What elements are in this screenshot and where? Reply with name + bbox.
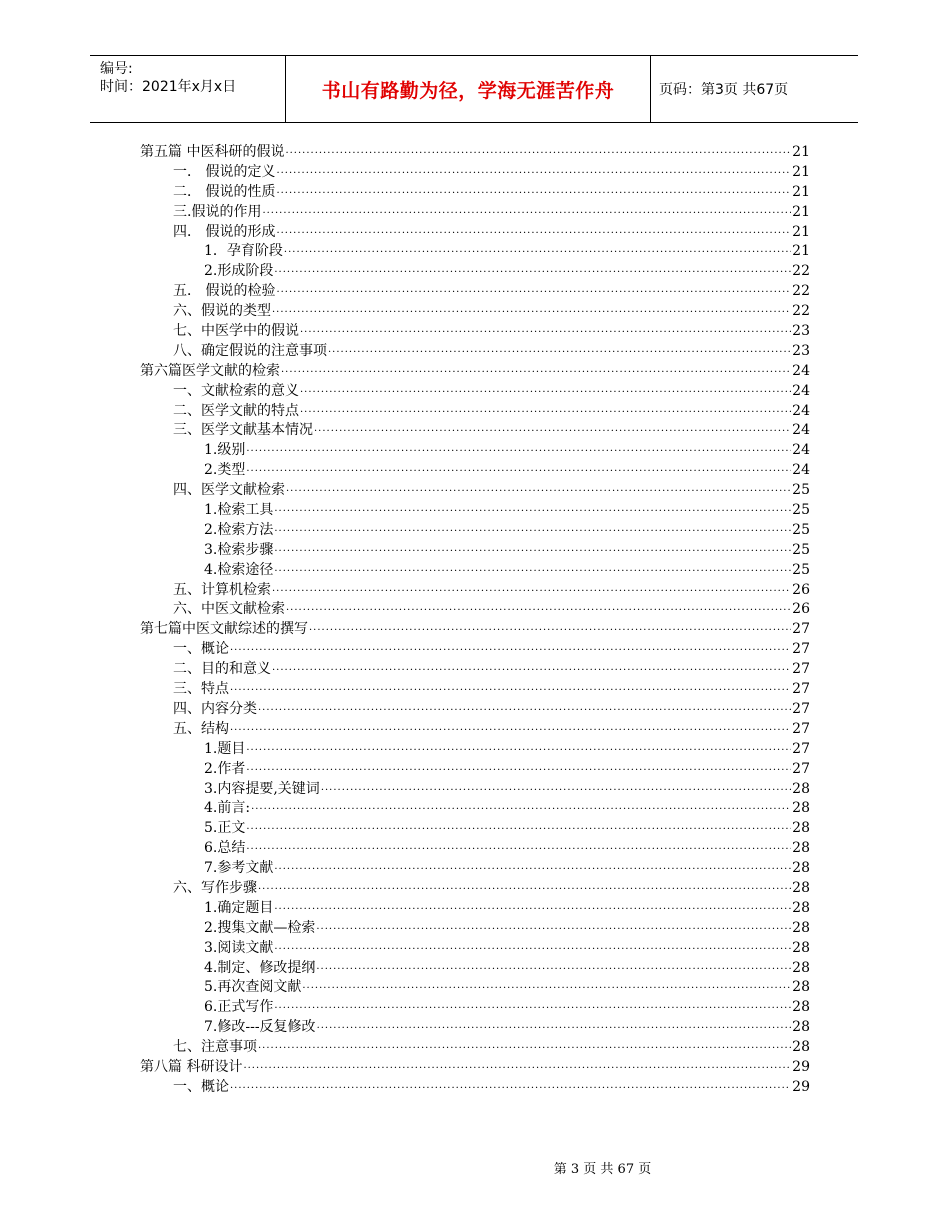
toc-entry-title: 五． 假说的检验 bbox=[173, 283, 276, 300]
toc-entry-title: 四、内容分类 bbox=[173, 700, 257, 717]
toc-entry-page: 23 bbox=[792, 342, 810, 359]
toc-entry[interactable] bbox=[140, 382, 810, 402]
toc-entry-page: 22 bbox=[792, 303, 810, 320]
toc-entry-title: 三、医学文献基本情况 bbox=[173, 422, 313, 439]
toc-entry-page: 28 bbox=[792, 820, 810, 837]
dot-leader bbox=[274, 542, 791, 562]
dot-leader bbox=[274, 860, 791, 880]
toc-entry-page: 28 bbox=[792, 919, 810, 936]
toc-entry-title: 四、医学文献检索 bbox=[173, 482, 285, 499]
toc-entry-page: 28 bbox=[792, 959, 810, 976]
toc-entry[interactable] bbox=[140, 521, 810, 541]
toc-entry[interactable] bbox=[140, 799, 810, 819]
toc-entry[interactable] bbox=[140, 163, 810, 183]
toc-entry-page: 28 bbox=[792, 860, 810, 877]
toc-entry-title: 一、文献检索的意义 bbox=[173, 382, 299, 399]
toc-entry[interactable] bbox=[140, 501, 810, 521]
toc-entry[interactable] bbox=[140, 302, 810, 322]
dot-leader bbox=[300, 383, 791, 403]
toc-entry-page: 28 bbox=[792, 800, 810, 817]
toc-entry-page: 21 bbox=[792, 183, 810, 200]
dot-leader bbox=[246, 741, 791, 761]
header-motto: 书山有路勤为径，学海无涯苦作舟 bbox=[285, 56, 651, 122]
toc-entry-title: 第六篇医学文献的检索 bbox=[140, 362, 280, 379]
toc-entry-title: 7.参考文献 bbox=[204, 860, 274, 877]
dot-leader bbox=[286, 482, 791, 502]
toc-entry-title: 三、特点 bbox=[173, 681, 229, 698]
toc-entry[interactable] bbox=[140, 899, 810, 919]
dot-leader bbox=[246, 462, 791, 482]
toc-entry-page: 27 bbox=[792, 681, 810, 698]
toc-entry[interactable] bbox=[140, 1018, 810, 1038]
toc-entry-page: 24 bbox=[792, 402, 810, 419]
toc-entry[interactable] bbox=[140, 919, 810, 939]
toc-entry-page: 29 bbox=[792, 1078, 810, 1095]
dot-leader bbox=[230, 681, 791, 701]
dot-leader bbox=[276, 224, 791, 244]
toc-entry[interactable] bbox=[140, 780, 810, 800]
toc-entry-title: 二． 假说的性质 bbox=[173, 183, 276, 200]
page-footer bbox=[0, 1158, 950, 1177]
dot-leader bbox=[317, 1019, 792, 1039]
toc-entry-page: 26 bbox=[792, 581, 810, 598]
header-page-info: 页码：第3页 共67页 bbox=[659, 82, 789, 98]
toc-entry-title: 一、概论 bbox=[173, 641, 229, 658]
toc-entry-page: 24 bbox=[792, 362, 810, 379]
toc-entry-title: 七、注意事项 bbox=[173, 1039, 257, 1056]
dot-leader bbox=[230, 641, 791, 661]
toc-entry[interactable] bbox=[140, 680, 810, 700]
toc-entry[interactable] bbox=[140, 481, 810, 501]
toc-entry-page: 28 bbox=[792, 899, 810, 916]
header-meta bbox=[90, 56, 285, 122]
dot-leader bbox=[246, 442, 791, 462]
toc-entry[interactable] bbox=[140, 839, 810, 859]
toc-entry[interactable] bbox=[140, 978, 810, 998]
toc-entry-page: 29 bbox=[792, 1058, 810, 1075]
toc-entry[interactable] bbox=[140, 242, 810, 262]
dot-leader bbox=[230, 1079, 791, 1099]
toc-entry-title: 2.检索方法 bbox=[204, 521, 274, 538]
toc-entry[interactable] bbox=[140, 819, 810, 839]
toc-entry-title: 1.级别 bbox=[204, 442, 246, 459]
toc-entry-page: 27 bbox=[792, 641, 810, 658]
dot-leader bbox=[246, 820, 791, 840]
toc-entry-page: 21 bbox=[792, 223, 810, 240]
toc-entry-title: 2.类型 bbox=[204, 462, 246, 479]
toc-entry-page: 27 bbox=[792, 740, 810, 757]
toc-entry-page: 27 bbox=[792, 621, 810, 638]
dot-leader bbox=[258, 880, 791, 900]
dot-leader bbox=[246, 840, 791, 860]
dot-leader bbox=[302, 979, 791, 999]
toc-entry[interactable] bbox=[140, 561, 810, 581]
dot-leader bbox=[300, 403, 791, 423]
dot-leader bbox=[258, 701, 791, 721]
toc-entry-page: 21 bbox=[792, 203, 810, 220]
toc-entry[interactable] bbox=[140, 620, 810, 640]
toc-entry-title: 1.题目 bbox=[204, 740, 246, 757]
toc-entry-page: 28 bbox=[792, 999, 810, 1016]
toc-entry-page: 25 bbox=[792, 482, 810, 499]
dot-leader bbox=[272, 582, 791, 602]
toc-entry-title: 5.再次查阅文献 bbox=[204, 979, 302, 996]
dot-leader bbox=[274, 263, 791, 283]
toc-entry-title: 4.检索途径 bbox=[204, 561, 274, 578]
toc-entry[interactable] bbox=[140, 660, 810, 680]
toc-entry-page: 23 bbox=[792, 323, 810, 340]
toc-entry-page: 21 bbox=[792, 144, 810, 160]
dot-leader bbox=[276, 283, 791, 303]
toc-entry-title: 1．孕育阶段 bbox=[204, 243, 283, 260]
toc-entry-title: 第八篇 科研设计 bbox=[140, 1058, 243, 1075]
dot-leader bbox=[316, 920, 791, 940]
dot-leader bbox=[285, 144, 791, 164]
dot-leader bbox=[230, 721, 791, 741]
toc-entry[interactable] bbox=[140, 262, 810, 282]
toc-entry-page: 27 bbox=[792, 661, 810, 678]
toc-entry-page: 25 bbox=[792, 561, 810, 578]
toc-entry-title: 5.正文 bbox=[204, 820, 246, 837]
dot-leader bbox=[262, 204, 791, 224]
toc-entry-page: 28 bbox=[792, 939, 810, 956]
toc-entry[interactable] bbox=[140, 421, 810, 441]
dot-leader bbox=[316, 960, 791, 980]
toc-entry[interactable] bbox=[140, 362, 810, 382]
toc-entry-title: 五、结构 bbox=[173, 720, 229, 737]
dot-leader bbox=[321, 781, 791, 801]
toc-entry-title: 2.形成阶段 bbox=[204, 263, 274, 280]
toc-entry-title: 3.内容提要,关键词 bbox=[204, 780, 320, 797]
toc-entry-title: 6.总结 bbox=[204, 840, 246, 857]
table-of-contents bbox=[140, 143, 810, 1098]
toc-entry[interactable] bbox=[140, 998, 810, 1018]
toc-entry-page: 24 bbox=[792, 442, 810, 459]
toc-entry-page: 28 bbox=[792, 1039, 810, 1056]
toc-entry-page: 28 bbox=[792, 780, 810, 797]
dot-leader bbox=[286, 601, 791, 621]
toc-entry-title: 4.制定、修改提纲 bbox=[204, 959, 316, 976]
toc-entry-page: 25 bbox=[792, 502, 810, 519]
toc-entry-title: 3.阅读文献 bbox=[204, 939, 274, 956]
toc-entry-page: 28 bbox=[792, 840, 810, 857]
toc-entry-title: 2.搜集文献—检索 bbox=[204, 919, 316, 936]
document-header bbox=[90, 55, 858, 123]
toc-entry[interactable] bbox=[140, 879, 810, 899]
toc-entry-page: 25 bbox=[792, 521, 810, 538]
toc-entry[interactable] bbox=[140, 1058, 810, 1078]
toc-entry-title: 六、假说的类型 bbox=[173, 303, 271, 320]
dot-leader bbox=[274, 562, 791, 582]
time-label: 时间：2021年x月x日 bbox=[100, 79, 237, 95]
toc-entry-page: 28 bbox=[792, 1019, 810, 1036]
dot-leader bbox=[272, 661, 791, 681]
dot-leader bbox=[300, 323, 791, 343]
toc-entry-title: 第五篇 中医科研的假说 bbox=[140, 144, 285, 160]
toc-entry[interactable] bbox=[140, 581, 810, 601]
toc-entry-title: 7.修改---反复修改 bbox=[204, 1019, 316, 1036]
toc-entry[interactable] bbox=[140, 322, 810, 342]
dot-leader bbox=[284, 243, 791, 263]
toc-entry-page: 21 bbox=[792, 243, 810, 260]
toc-entry[interactable] bbox=[140, 183, 810, 203]
toc-entry-page: 22 bbox=[792, 263, 810, 280]
toc-entry-title: 四． 假说的形成 bbox=[173, 223, 276, 240]
dot-leader bbox=[274, 900, 791, 920]
toc-entry[interactable] bbox=[140, 223, 810, 243]
toc-entry[interactable] bbox=[140, 203, 810, 223]
toc-entry-page: 25 bbox=[792, 541, 810, 558]
toc-entry[interactable] bbox=[140, 939, 810, 959]
toc-entry[interactable] bbox=[140, 1038, 810, 1058]
toc-entry[interactable] bbox=[140, 640, 810, 660]
number-label: 编号: bbox=[100, 61, 133, 77]
dot-leader bbox=[314, 422, 791, 442]
toc-entry-title: 4.前言: bbox=[204, 800, 251, 817]
toc-entry[interactable] bbox=[140, 461, 810, 481]
toc-entry[interactable] bbox=[140, 720, 810, 740]
toc-entry-page: 24 bbox=[792, 422, 810, 439]
toc-entry-title: 6.正式写作 bbox=[204, 999, 274, 1016]
toc-entry[interactable] bbox=[140, 959, 810, 979]
toc-entry[interactable] bbox=[140, 1078, 810, 1098]
toc-entry[interactable] bbox=[140, 600, 810, 620]
toc-entry[interactable] bbox=[140, 282, 810, 302]
toc-entry[interactable] bbox=[140, 541, 810, 561]
toc-entry-title: 三.假说的作用 bbox=[173, 203, 262, 220]
dot-leader bbox=[272, 303, 791, 323]
toc-entry[interactable] bbox=[140, 402, 810, 422]
toc-entry-page: 28 bbox=[792, 979, 810, 996]
toc-entry-page: 26 bbox=[792, 601, 810, 618]
toc-entry-title: 3.检索步骤 bbox=[204, 541, 274, 558]
dot-leader bbox=[274, 940, 791, 960]
dot-leader bbox=[276, 184, 791, 204]
toc-entry-title: 1.确定题目 bbox=[204, 899, 274, 916]
toc-entry[interactable] bbox=[140, 859, 810, 879]
toc-entry[interactable] bbox=[140, 760, 810, 780]
toc-entry-title: 第七篇中医文献综述的撰写 bbox=[140, 621, 308, 638]
toc-entry-page: 27 bbox=[792, 760, 810, 777]
toc-entry-title: 七、中医学中的假说 bbox=[173, 323, 299, 340]
dot-leader bbox=[281, 363, 791, 383]
toc-entry-title: 六、写作步骤 bbox=[173, 879, 257, 896]
dot-leader bbox=[274, 502, 791, 522]
toc-entry-page: 24 bbox=[792, 382, 810, 399]
toc-entry-title: 一、概论 bbox=[173, 1078, 229, 1095]
dot-leader bbox=[276, 164, 791, 184]
toc-entry[interactable] bbox=[140, 700, 810, 720]
toc-entry[interactable] bbox=[140, 441, 810, 461]
toc-entry-title: 六、中医文献检索 bbox=[173, 601, 285, 618]
toc-entry-title: 1.检索工具 bbox=[204, 502, 274, 519]
toc-entry-title: 2.作者 bbox=[204, 760, 246, 777]
dot-leader bbox=[258, 1039, 791, 1059]
toc-entry-title: 八、确定假说的注意事项 bbox=[173, 342, 327, 359]
toc-entry-page: 21 bbox=[792, 163, 810, 180]
dot-leader bbox=[274, 999, 791, 1019]
toc-entry-page: 27 bbox=[792, 720, 810, 737]
toc-entry[interactable] bbox=[140, 342, 810, 362]
toc-entry-page: 22 bbox=[792, 283, 810, 300]
dot-leader bbox=[243, 1059, 791, 1079]
dot-leader bbox=[328, 343, 791, 363]
dot-leader bbox=[309, 621, 791, 641]
toc-entry-page: 24 bbox=[792, 462, 810, 479]
toc-entry-page: 27 bbox=[792, 700, 810, 717]
dot-leader bbox=[274, 522, 791, 542]
toc-entry-title: 五、计算机检索 bbox=[173, 581, 271, 598]
toc-entry[interactable] bbox=[140, 740, 810, 760]
toc-entry-title: 二、目的和意义 bbox=[173, 661, 271, 678]
toc-entry-page: 28 bbox=[792, 879, 810, 896]
toc-entry[interactable] bbox=[140, 143, 810, 163]
toc-entry-title: 一． 假说的定义 bbox=[173, 163, 276, 180]
toc-entry-title: 二、医学文献的特点 bbox=[173, 402, 299, 419]
dot-leader bbox=[251, 800, 791, 820]
footer-page-number: 第 3 页 共 67 页 bbox=[553, 1162, 652, 1177]
dot-leader bbox=[246, 761, 791, 781]
